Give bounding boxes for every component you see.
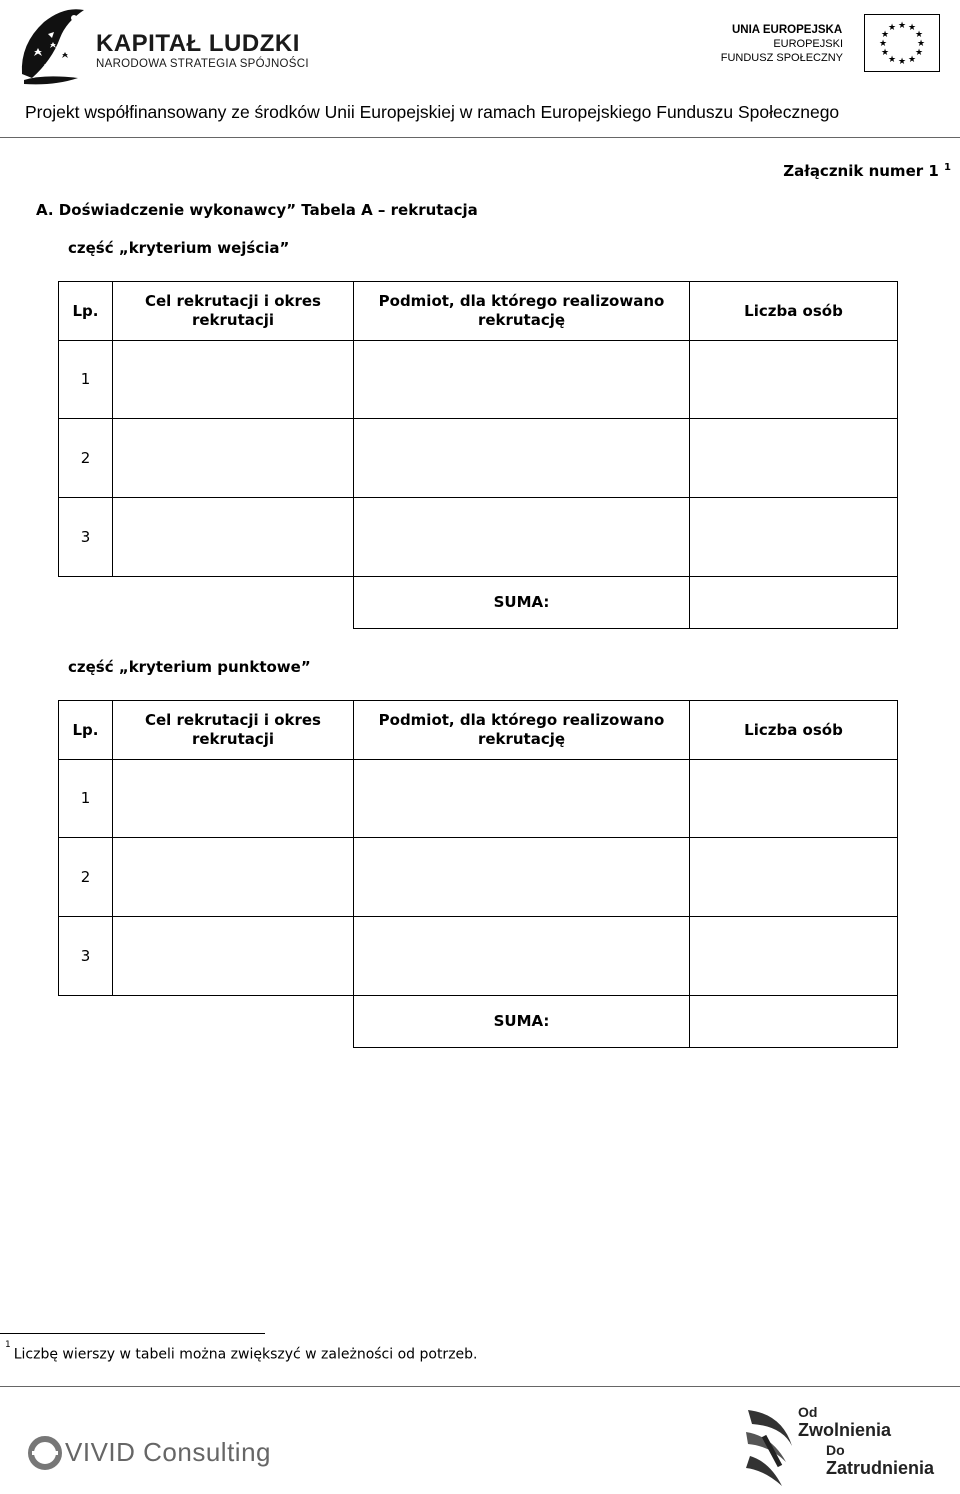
row-number: 2 — [59, 419, 113, 498]
recruitment-table-entry — [58, 281, 898, 629]
goal-cell[interactable] — [113, 838, 354, 917]
footnote-separator — [0, 1333, 265, 1334]
sum-value-cell[interactable] — [690, 577, 898, 629]
svg-text:★: ★ — [914, 48, 924, 58]
table-row — [59, 341, 898, 419]
section-title: A. Doświadczenie wykonawcy” Tabela A – rekrutacja — [36, 201, 478, 219]
eu-line-2: EUROPEJSKI — [773, 38, 843, 50]
svg-text:★: ★ — [907, 55, 917, 65]
eu-line-3: FUNDUSZ SPOŁECZNY — [720, 52, 843, 64]
eu-title: UNIA EUROPEJSKA — [732, 24, 843, 36]
sum-row — [59, 577, 898, 629]
svg-text:★: ★ — [887, 23, 897, 33]
project-cofinancing-line: Projekt współfinansowany ze środków Unii Europejskiej w ramach Europejskiego Funduszu Społecznego — [25, 102, 840, 122]
logo-subtitle: NARODOWA STRATEGIA SPÓJNOŚCI — [96, 58, 309, 70]
col-header-entity: Podmiot, dla którego realizowano rekrutację — [354, 282, 690, 341]
entity-cell[interactable] — [354, 917, 690, 996]
table-row — [59, 498, 898, 577]
col-header-entity: Podmiot, dla którego realizowano rekrutację — [354, 701, 690, 760]
count-cell[interactable] — [690, 498, 898, 577]
table-row — [59, 419, 898, 498]
kapital-ludzki-emblem-icon — [14, 4, 92, 86]
table-header-row — [59, 282, 898, 341]
attachment-label: Załącznik numer 1 $^1$ — [783, 162, 951, 180]
count-cell[interactable] — [690, 917, 898, 996]
svg-text:★: ★ — [880, 48, 890, 58]
row-number: 2 — [59, 838, 113, 917]
ozdz-line-4: Zatrudnienia — [826, 1458, 935, 1478]
sum-label: SUMA: — [354, 996, 690, 1048]
table-header-row — [59, 701, 898, 760]
footer-divider — [0, 1386, 960, 1387]
kapital-ludzki-logo — [14, 4, 92, 86]
col-header-count: Liczba osób — [690, 701, 898, 760]
table-1-caption: część „kryterium wejścia” — [68, 239, 290, 257]
sum-label: SUMA: — [354, 577, 690, 629]
goal-cell[interactable] — [113, 341, 354, 419]
svg-text:★: ★ — [878, 39, 888, 49]
goal-cell[interactable] — [113, 498, 354, 577]
recruitment-table-points — [58, 700, 898, 1048]
ozdz-logo-icon — [742, 1406, 798, 1494]
entity-cell[interactable] — [354, 498, 690, 577]
footnote — [5, 1340, 478, 1363]
entity-cell[interactable] — [354, 838, 690, 917]
row-number: 3 — [59, 917, 113, 996]
ozdz-line-2: Zwolnienia — [798, 1420, 892, 1440]
entity-cell[interactable] — [354, 760, 690, 838]
svg-text:★: ★ — [897, 21, 907, 31]
goal-cell[interactable] — [113, 760, 354, 838]
col-header-goal: Cel rekrutacji i okres rekrutacji — [113, 701, 354, 760]
svg-text:★: ★ — [914, 30, 924, 40]
svg-text:★: ★ — [887, 55, 897, 65]
count-cell[interactable] — [690, 760, 898, 838]
row-number: 3 — [59, 498, 113, 577]
footnote-number: 1 — [5, 1340, 11, 1350]
goal-cell[interactable] — [113, 917, 354, 996]
col-header-lp: Lp. — [59, 282, 113, 341]
table-row — [59, 760, 898, 838]
sum-value-cell[interactable] — [690, 996, 898, 1048]
eu-stars-icon — [865, 15, 939, 71]
col-header-count: Liczba osób — [690, 282, 898, 341]
col-header-lp: Lp. — [59, 701, 113, 760]
row-number: 1 — [59, 341, 113, 419]
ozdz-line-1: Od — [798, 1404, 818, 1420]
count-cell[interactable] — [690, 838, 898, 917]
svg-text:★: ★ — [897, 57, 907, 67]
count-cell[interactable] — [690, 341, 898, 419]
vivid-swirl-icon — [28, 1436, 62, 1474]
entity-cell[interactable] — [354, 341, 690, 419]
table-row — [59, 917, 898, 996]
count-cell[interactable] — [690, 419, 898, 498]
footnote-ref: 1 — [944, 162, 951, 173]
svg-text:★: ★ — [916, 39, 926, 49]
row-number: 1 — [59, 760, 113, 838]
footnote-text: Liczbę wierszy w tabeli można zwiększyć w zależności od potrzeb. — [13, 1346, 478, 1363]
entity-cell[interactable] — [354, 419, 690, 498]
sum-row — [59, 996, 898, 1048]
vivid-consulting-logo: VIVID Consulting — [65, 1437, 271, 1467]
svg-text:★: ★ — [907, 23, 917, 33]
header-divider — [0, 137, 960, 138]
goal-cell[interactable] — [113, 419, 354, 498]
logo-title: KAPITAŁ LUDZKI — [96, 30, 300, 57]
svg-text:★: ★ — [880, 30, 890, 40]
col-header-goal: Cel rekrutacji i okres rekrutacji — [113, 282, 354, 341]
table-row — [59, 838, 898, 917]
ozdz-line-3: Do — [826, 1442, 845, 1458]
eu-flag — [864, 14, 940, 72]
table-2-caption: część „kryterium punktowe” — [68, 658, 311, 676]
